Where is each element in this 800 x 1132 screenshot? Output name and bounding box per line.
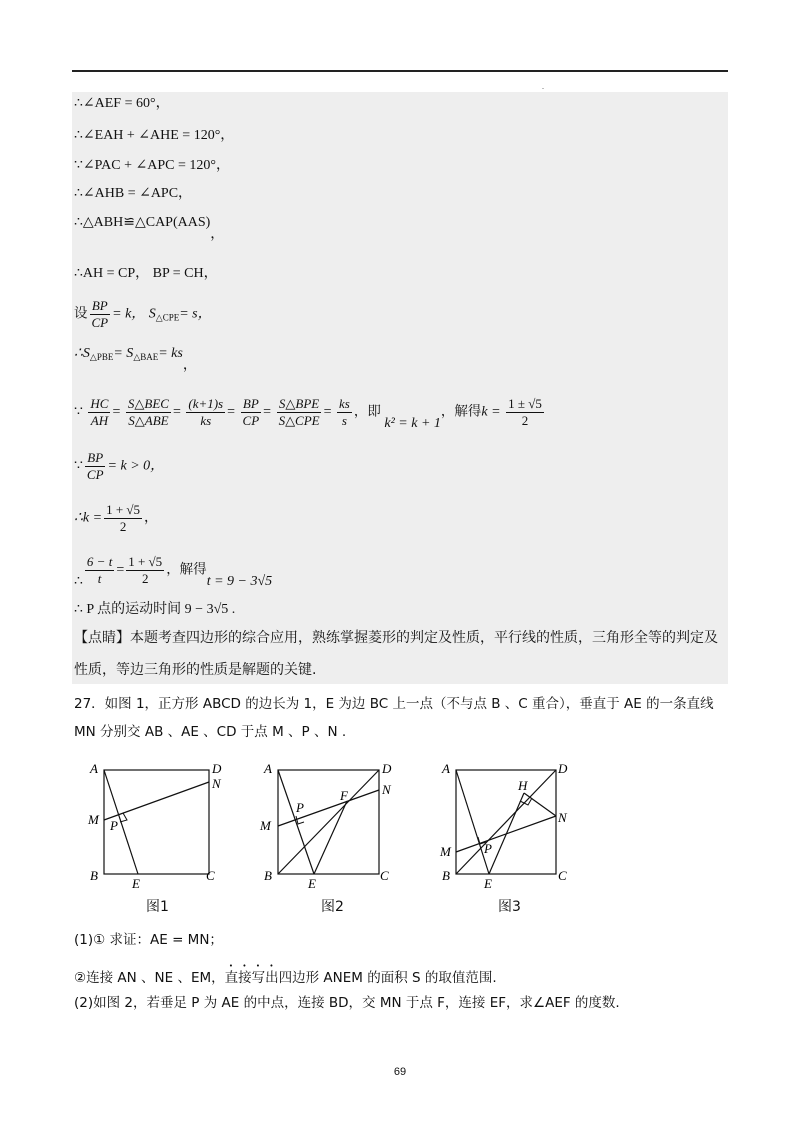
fraction-ks-s (337, 396, 352, 428)
segment-mn (278, 790, 379, 826)
numerator: 6 − t (86, 554, 113, 569)
denominator: 2 (119, 518, 127, 534)
fraction-root (506, 396, 544, 428)
expr-a: ∴S (74, 346, 90, 361)
solution-line-2: ∴∠EAH + ∠AHE = 120°， (74, 128, 235, 143)
problem-line-1: 27．如图 1，正方形 ABCD 的边长为 1，E 为边 BC 上一点（不与点 B 、C 重合），垂直于 AE 的一条直线 (74, 696, 714, 712)
label-d: D (558, 761, 568, 776)
fraction-k1s (186, 396, 225, 428)
label-e: E (308, 876, 316, 891)
figure-3 (436, 760, 586, 895)
denominator: t (97, 570, 102, 586)
label-c: C (380, 868, 389, 883)
namely: ，即 (353, 403, 381, 420)
because-symbol: ∵ (74, 458, 83, 474)
numerator: HC (90, 396, 109, 411)
solution-line-5 (74, 215, 225, 242)
label-a: A (264, 761, 272, 776)
solution-line-6: ∴AH = CP， BP = CH， (74, 266, 218, 281)
expr-c: = ks (158, 346, 183, 361)
inequality: = k > 0， (107, 458, 165, 474)
denominator: S△CPE (278, 412, 320, 428)
caption-figure-1: 图1 (146, 899, 169, 915)
numerator: BP (87, 450, 104, 465)
caption-figure-3: 图3 (498, 899, 521, 915)
question-2: (2)如图 2，若垂足 P 为 AE 的中点，连接 BD，交 MN 于点 F，连接 EF，求∠AEF 的度数. (74, 995, 620, 1011)
label-n: N (212, 776, 221, 791)
because-symbol: ∵ (74, 404, 83, 420)
expr: = k， S (112, 306, 156, 322)
numerator: ks (339, 396, 350, 411)
caption-figure-2: 图2 (321, 899, 344, 915)
set-label: 设 (74, 305, 88, 322)
label-e: E (484, 876, 492, 891)
label-b: B (442, 868, 450, 883)
solve-label: ，解得 (440, 403, 482, 420)
label-m: M (88, 812, 99, 827)
numerator: 1 ± √5 (508, 396, 542, 411)
solution-background (72, 92, 728, 684)
q1b-suffix: 四边形 ANEM 的面积 S 的取值范围. (278, 970, 497, 986)
equals: = (116, 562, 125, 578)
expr-b: = S (113, 346, 134, 361)
label-b: B (90, 868, 98, 883)
solution-line-9: ∵ $\frac{HC}{AH}$ = $\frac{\text{S△BEC}}{\text{S△ABE}}$ = $\frac{(k+1)s}{ks}$ = $\frac{BP}{CP}$ = $\frac{\text{S△BPE}}{\text{S△CPE}}$ = $\frac{ks}{s}$ ，即 k² = k + 1，解得k = $\frac{1 \pm √5}{2}$ (74, 396, 542, 432)
diagonal-bd (278, 770, 379, 874)
denominator: S△ABE (128, 412, 169, 428)
solution-line-13: ∴ P 点的运动时间 9 − 3√5 . (74, 602, 236, 617)
q1b-prefix: ②连接 AN 、NE 、EM， (74, 970, 225, 986)
solution-line-10 (74, 450, 164, 482)
problem-line-2: MN 分别交 AB 、AE 、CD 于点 M 、P 、N . (74, 724, 347, 740)
figure-1 (86, 760, 236, 895)
fraction-golden-2 (126, 554, 164, 586)
solution-line-12 (74, 554, 273, 590)
denominator: 2 (521, 412, 529, 428)
header-dot: . (542, 82, 544, 91)
fraction-6t (85, 554, 114, 586)
page-number: 69 (393, 1066, 407, 1078)
denominator: AH (90, 412, 109, 428)
fraction-area-1 (126, 396, 171, 428)
question-1-part-2 (74, 962, 497, 986)
fraction-golden (104, 502, 142, 534)
question-1-part-1: (1)① 求证：AE = MN； (74, 932, 223, 948)
subscript-2: △BAE (133, 352, 159, 362)
subscript-1: △PBE (89, 352, 114, 362)
solution-line-7 (74, 298, 212, 330)
segment-ae (456, 770, 489, 874)
header-rule (72, 70, 728, 72)
label-p: P (484, 841, 492, 856)
denominator: 2 (141, 570, 149, 586)
label-p: P (296, 800, 304, 815)
segment-mn (104, 782, 209, 820)
fraction-bp-cp-3 (85, 450, 106, 482)
t-result: t = 9 − 3√5 (206, 574, 273, 590)
label-a: A (442, 761, 450, 776)
therefore-symbol: ∴ (74, 574, 83, 590)
label-m: M (440, 844, 451, 859)
q1b-emphasis: 直接写出 (224, 970, 279, 986)
segment-ae (278, 770, 314, 874)
fraction-area-2 (277, 396, 322, 428)
label-a: A (90, 761, 98, 776)
solution-line-11 (74, 502, 158, 534)
numerator: BP (242, 396, 259, 411)
comma: ， (144, 510, 159, 526)
comment-line-1: 【点睛】本题考查四边形的综合应用，熟练掌握菱形的判定及性质，平行线的性质，三角形全等的判定及 (74, 630, 718, 646)
label-p: P (110, 818, 118, 833)
denominator: s (341, 412, 347, 428)
numerator: BP (91, 298, 108, 313)
solution-line-4: ∴∠AHB = ∠APC， (74, 186, 193, 201)
numerator: S△BEC (127, 396, 169, 411)
figure-2 (256, 760, 406, 895)
solution-line-3: ∵∠PAC + ∠APC = 120°， (74, 158, 230, 173)
numerator: S△BPE (278, 396, 320, 411)
label-b: B (264, 868, 272, 883)
label-n: N (558, 810, 567, 825)
numerator: 1 + √5 (128, 554, 163, 569)
label-c: C (206, 868, 215, 883)
k-equals: k = (481, 404, 501, 420)
quadratic-equation: k² = k + 1 (384, 416, 441, 432)
congruence-statement: ∴△ABH≌△CAP(AAS) (74, 215, 211, 230)
fraction-bp-cp (90, 298, 111, 330)
label-d: D (382, 761, 392, 776)
fraction-hc-ah (88, 396, 110, 428)
label-f: F (340, 788, 348, 803)
k-equals: ∴k = (74, 510, 103, 526)
subscript: △CPE (155, 312, 180, 323)
numerator: (k+1)s (188, 396, 224, 411)
comma: ， (210, 227, 225, 242)
solve-label: ，解得 (166, 561, 207, 578)
label-d: D (212, 761, 222, 776)
numerator: 1 + √5 (106, 502, 141, 517)
denominator: CP (86, 466, 104, 482)
denominator: ks (200, 412, 212, 428)
comma: ， (182, 358, 197, 373)
denominator: CP (242, 412, 260, 428)
expr-end: = s， (179, 306, 212, 322)
denominator: CP (91, 314, 109, 330)
fraction-bp-cp-2 (241, 396, 262, 428)
label-m: M (260, 818, 271, 833)
square-abcd (104, 770, 209, 874)
solution-line-8 (74, 346, 197, 373)
label-e: E (132, 876, 140, 891)
label-n: N (382, 782, 391, 797)
label-c: C (558, 868, 567, 883)
comment-line-2: 性质，等边三角形的性质是解题的关键. (74, 662, 317, 678)
label-h: H (518, 778, 528, 793)
solution-line-1: ∴∠AEF = 60°， (74, 96, 170, 111)
